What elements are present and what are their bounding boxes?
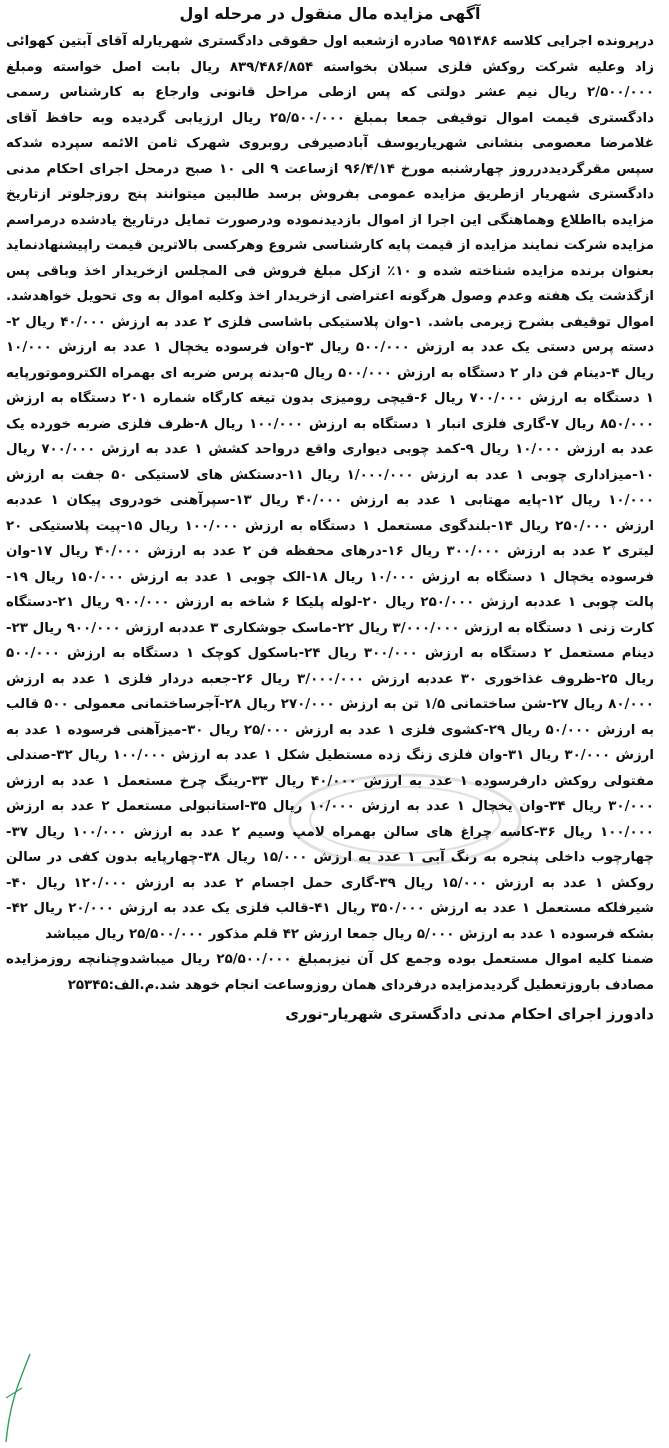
- notice-closing: ضمنا کلیه اموال مستعمل بوده وجمع کل آن نیزبمبلغ ۲۵/۵۰۰/۰۰۰ ریال میباشدوچنانچه روزمزایده مصادف باروزتعطیل گردیدمزایده درفردای همان روزوساعت انجام خوهد شد.م.الف:۲۵۳۴۵: [6, 952, 654, 993]
- notice-title: آگهی مزایده مال منقول در مرحله اول: [179, 4, 481, 23]
- notice-document: [6, 2, 654, 1412]
- notice-signature: دادورز اجرای احکام مدنی دادگستری شهریار-نوری: [285, 1005, 654, 1023]
- notice-body: درپرونده اجرایی کلاسه ۹۵۱۴۸۶ صادره ازشعبه اول حقوقی دادگستری شهریارله آقای آبتین کهوائی زاد وعلیه شرکت روکش فلزی سبلان بخواسته ۸۳۹/۴۸۶/۸۵۴ ریال بابت اصل خواسته ومبلغ ۲/۵۰۰/۰۰۰ ریال نیم عشر دولتی که پس ازطی مراحل قانونی وارجاع به کارشناس رسمی دادگستری قیمت اموال توقیفی جمعا بمبلغ ۲۵/۵۰۰/۰۰۰ ریال ارزیابی گردیده وبه حافظ آقای غلامرضا معصومی بنشانی شهریاریوسف آبادصیرفی روبروی شهرک ثامن الائمه سپرده شدکه سپس مقرگردیددرروز چهارشنبه مورخ ۹۶/۴/۱۴ ازساعت ۹ الی ۱۰ صبح درمحل اجرای احکام مدنی دادگستری شهریار ازطریق مزایده عمومی بفروش برسد طالبین میتوانند پنج روزجلوتر ازتاریخ مزایده بااطلاع وهماهنگی این اجرا از اموال بازدیدنموده ودرصورت تمایل درتاریخ یادشده درمراسم مزایده شرکت نمایند مزایده از قیمت پایه کارشناسی شروع وهرکسی بالاترین قیمت راپیشنهادنماید بعنوان برنده مزایده شناخته شده و ۱۰٪ ازکل مبلغ فروش فی المجلس ازخریدار اخذ وباقی پس ازگذشت یک هفته وعدم وصول هرگونه اعتراضی ازخریدار اخذ وکلیه اموال به وی تحویل خواهدشد. اموال توقیفی بشرح زیرمی باشد. ۱-وان پلاستیکی باشاسی فلزی ۲ عدد به ارزش ۴۰/۰۰۰ ریال ۲-دسته پرس دستی یک عدد به ارزش ۵۰۰/۰۰۰ ریال ۳-وان فرسوده یخچال ۱ عدد به ارزش ۱۰/۰۰۰ ریال ۴-دینام فن دار ۲ دستگاه به ارزش ۵۰۰/۰۰۰ ریال ۵-بدنه پرس ضربه ای بهمراه الکتروموتورپایه ۱ دستگاه به ارزش ۷۰۰/۰۰۰ ریال ۶-قیچی رومیزی بدون تیغه کارگاه شماره ۲۰۱ دستگاه به ارزش ۸۵۰/۰۰۰ ریال ۷-گاری فلزی انبار ۱ دستگاه به ارزش ۱۰۰/۰۰۰ ریال ۸-ظرف فلزی ضربه خورده یک عدد به ارزش ۱۰/۰۰۰ ریال ۹-کمد چوبی دیواری واقع درواحد کشش ۱ عدد به ارزش ۷۰۰/۰۰۰ ریال ۱۰-میزاداری چوبی ۱ عدد به ارزش ۱/۰۰۰/۰۰۰ ریال ۱۱-دستکش های لاستیکی ۵۰ جفت به ارزش ۱۰/۰۰۰ ریال ۱۲-پایه مهتابی ۱ عدد به ارزش ۴۰/۰۰۰ ریال ۱۳-سپرآهنی خودروی پیکان ۱ عددبه ارزش ۲۵۰/۰۰۰ ریال ۱۴-بلندگوی مستعمل ۱ دستگاه به ارزش ۱۰۰/۰۰۰ ریال ۱۵-پیت پلاستیکی ۲۰ لیتری ۲ عدد به ارزش ۳۰۰/۰۰۰ ریال ۱۶-درهای محفظه فن ۲ عدد به ارزش ۴۰/۰۰۰ ریال ۱۷-وان فرسوده یخچال ۱ دستگاه به ارزش ۱۰/۰۰۰ ریال ۱۸-الک چوبی ۱ عدد به ارزش ۱۵۰/۰۰۰ ریال ۱۹-پالت چوبی ۱ عددبه ارزش ۲۵۰/۰۰۰ ریال ۲۰-لوله پلیکا ۶ شاخه به ارزش ۹۰۰/۰۰۰ ریال ۲۱-دستگاه کارت زنی ۱ دستگاه به ارزش ۳/۰۰۰/۰۰۰ ریال ۲۲-ماسک جوشکاری ۳ عددبه ارزش ۹۰۰/۰۰۰ ریال ۲۳-دینام مستعمل ۲ دستگاه به ارزش ۳۰۰/۰۰۰ ریال ۲۴-باسکول کوچک ۱ دستگاه به ارزش ۵۰۰/۰۰۰ ریال ۲۵-ظروف غذاخوری ۳۰ عددبه ارزش ۳/۰۰۰/۰۰۰ ریال ۲۶-جعبه دردار فلزی ۱ عدد به ارزش ۸۰/۰۰۰ ریال ۲۷-شن ساختمانی ۱/۵ تن به ارزش ۲۷۰/۰۰۰ ریال ۲۸-آجرساختمانی معمولی ۵۰۰ قالب به ارزش ۵۰/۰۰۰ ریال ۲۹-کشوی فلزی ۱ عدد به ارزش ۲۵/۰۰۰ ریال ۳۰-میزآهنی فرسوده ۱ عدد به ارزش ۳۰/۰۰۰ ریال ۳۱-وان فلزی زنگ زده مستطیل شکل ۱ عدد به ارزش ۱۰۰/۰۰۰ ریال ۳۲-صندلی مفتولی روکش دارفرسوده ۱ عدد به ارزش ۴۰/۰۰۰ ریال ۳۳-رینگ چرخ مستعمل ۱ عدد به ارزش ۳۰/۰۰۰ ریال ۳۴-وان یخچال ۱ عدد به ارزش ۱۰/۰۰۰ ریال ۳۵-استانبولی مستعمل ۲ عدد به ارزش ۱۰۰/۰۰۰ ریال ۳۶-کاسه چراغ های سالن بهمراه لامپ وسیم ۲ عدد به ارزش ۱۰۰/۰۰۰ ریال ۳۷-چهارچوب داخلی پنجره به رنگ آبی ۱ عدد به ارزش ۱۵/۰۰۰ ریال ۳۸-چهارپایه بدون کفی در سالن روکش ۱ عدد به ارزش ۱۵/۰۰۰ ریال ۳۹-گاری حمل اجسام ۲ عدد به ارزش ۱۲۰/۰۰۰ ریال ۴۰-شیرفلکه مستعمل ۱ عدد به ارزش ۳۵۰/۰۰۰ ریال ۴۱-قالب فلزی یک عدد به ارزش ۲۰/۰۰۰ ریال ۴۲-بشکه فرسوده ۱ عدد به ارزش ۵/۰۰۰ ریال جمعا ارزش ۴۲ قلم مذکور ۲۵/۵۰۰/۰۰۰ ریال میباشد: [6, 34, 654, 942]
